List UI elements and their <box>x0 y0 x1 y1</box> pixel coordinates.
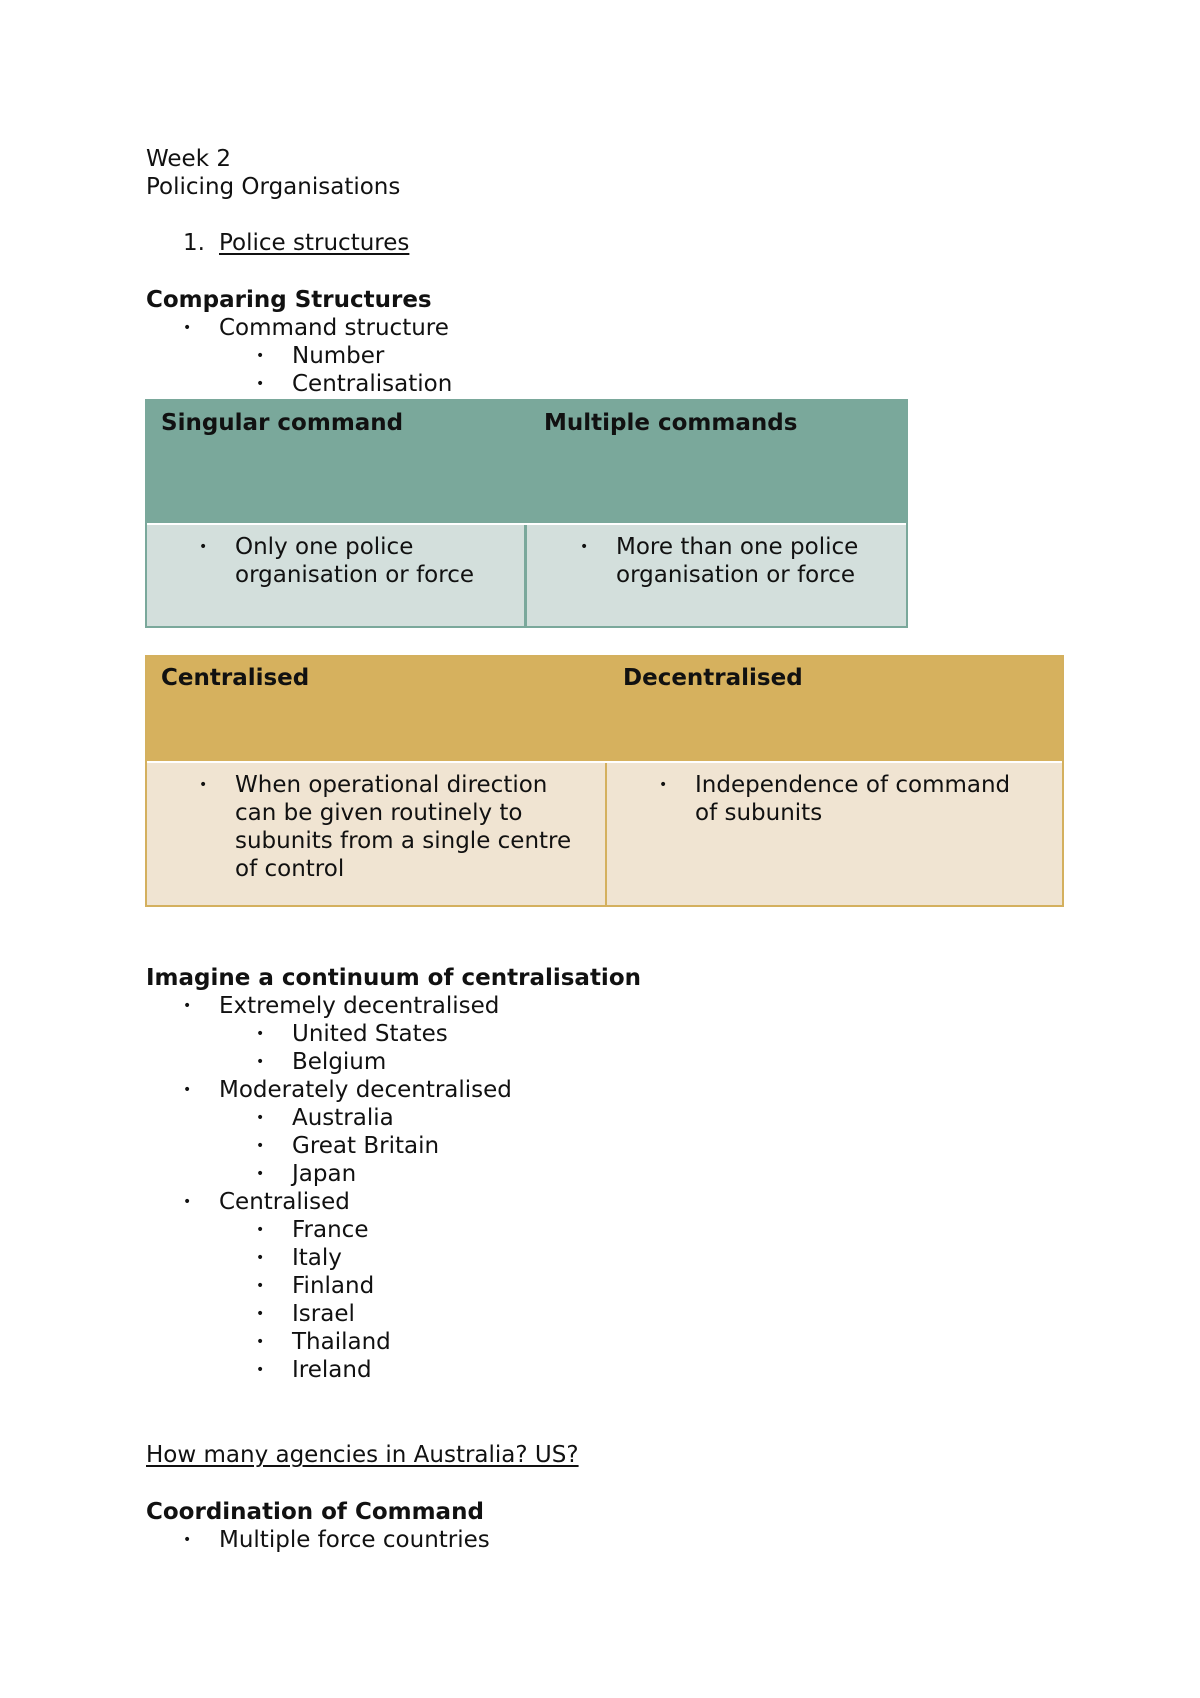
sub-list-item: Belgium <box>292 1049 387 1075</box>
header-centralised: Centralised <box>161 665 310 691</box>
agencies-question: How many agencies in Australia? US? <box>146 1442 579 1468</box>
sub-list-item: Number <box>292 343 385 369</box>
bullet-icon: • <box>183 1532 192 1548</box>
centralisation-table <box>145 655 1064 907</box>
section-title: Police structures <box>219 230 410 256</box>
bullet-icon: • <box>183 320 192 336</box>
list-item: Centralised <box>219 1189 350 1215</box>
table-header-row <box>147 401 906 523</box>
document-title: Policing Organisations <box>146 174 401 200</box>
bullet-icon: • <box>256 348 265 364</box>
bullet-icon: • <box>256 1026 265 1042</box>
week-label: Week 2 <box>146 146 231 172</box>
bullet-icon: • <box>199 539 208 555</box>
bullet-icon: • <box>256 376 265 392</box>
bullet-icon: • <box>256 1250 265 1266</box>
bullet-icon: • <box>256 1222 265 1238</box>
bullet-icon: • <box>183 1194 192 1210</box>
sub-list-item: Israel <box>292 1301 355 1327</box>
table-cell <box>147 763 607 905</box>
list-item: Multiple force countries <box>219 1527 490 1553</box>
bullet-icon: • <box>256 1110 265 1126</box>
coordination-heading: Coordination of Command <box>146 1499 484 1525</box>
bullet-icon: • <box>659 777 668 793</box>
bullet-icon: • <box>256 1166 265 1182</box>
header-multiple-commands: Multiple commands <box>544 410 798 436</box>
sub-list-item: Ireland <box>292 1357 372 1383</box>
bullet-icon: • <box>256 1278 265 1294</box>
cell-text: More than one police organisation or force <box>616 534 859 588</box>
bullet-icon: • <box>256 1138 265 1154</box>
sub-list-item: Australia <box>292 1105 394 1131</box>
bullet-icon: • <box>256 1362 265 1378</box>
header-singular-command: Singular command <box>161 410 404 436</box>
list-item: Command structure <box>219 315 449 341</box>
bullet-icon: • <box>183 998 192 1014</box>
bullet-icon: • <box>580 539 589 555</box>
bullet-icon: • <box>199 777 208 793</box>
table-body-row <box>147 761 1062 905</box>
bullet-icon: • <box>256 1334 265 1350</box>
bullet-icon: • <box>256 1306 265 1322</box>
table-cell <box>528 525 906 626</box>
sub-list-item: Centralisation <box>292 371 453 397</box>
cell-text: Independence of command of subunits <box>695 772 1011 826</box>
header-decentralised: Decentralised <box>623 665 803 691</box>
sub-list-item: Great Britain <box>292 1133 440 1159</box>
list-item: Extremely decentralised <box>219 993 500 1019</box>
comparing-heading: Comparing Structures <box>146 287 432 313</box>
table-cell <box>608 763 1062 905</box>
sub-list-item: United States <box>292 1021 448 1047</box>
bullet-icon: • <box>183 1082 192 1098</box>
cell-text: When operational direction can be given routinely to subunits from a single centre of control <box>235 772 572 882</box>
sub-list-item: Finland <box>292 1273 375 1299</box>
command-table <box>145 399 908 628</box>
list-item: Moderately decentralised <box>219 1077 512 1103</box>
section-number: 1. <box>183 230 205 256</box>
table-body-row <box>147 523 906 626</box>
bullet-icon: • <box>256 1054 265 1070</box>
sub-list-item: Thailand <box>292 1329 391 1355</box>
sub-list-item: Italy <box>292 1245 342 1271</box>
continuum-heading: Imagine a continuum of centralisation <box>146 965 641 991</box>
sub-list-item: Japan <box>292 1161 357 1187</box>
table-header-row <box>147 657 1062 761</box>
sub-list-item: France <box>292 1217 369 1243</box>
table-cell <box>147 525 527 626</box>
cell-text: Only one police organisation or force <box>235 534 474 588</box>
